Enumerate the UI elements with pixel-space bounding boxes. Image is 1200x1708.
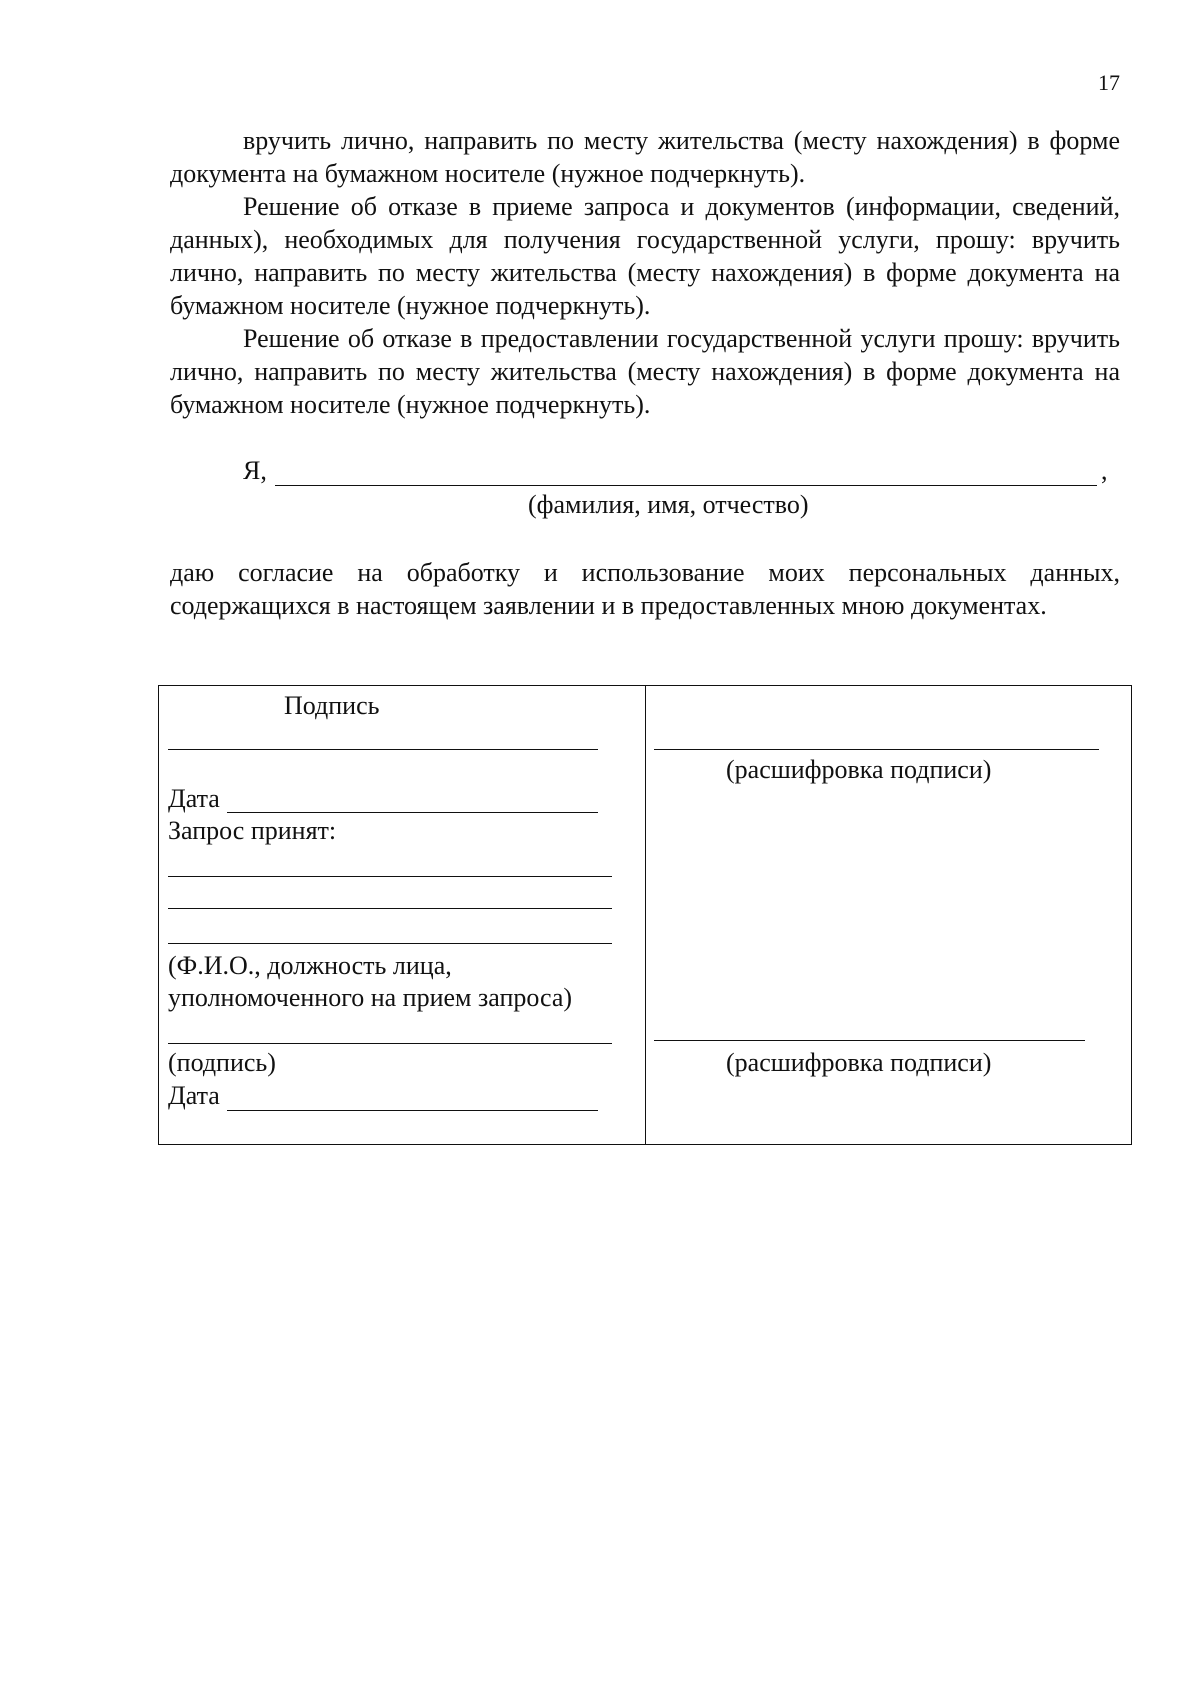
page-number: 17 — [1098, 70, 1120, 95]
date-field-2[interactable] — [227, 1110, 598, 1111]
fio-caption: (фамилия, имя, отчество) — [528, 490, 809, 519]
date-label-1: Дата — [168, 784, 220, 813]
paragraph-delivery-method: вручить лично, направить по месту жительства (месту нахождения) в форме документа на бумажном носителе (нужное подчеркнуть). — [170, 126, 1120, 188]
applicant-suffix: , — [1101, 456, 1108, 485]
request-accepted-line-1[interactable] — [168, 876, 612, 877]
official-caption-line1: (Ф.И.О., должность лица, — [168, 951, 452, 980]
applicant-name-field[interactable] — [275, 485, 1097, 486]
request-accepted-line-3[interactable] — [168, 943, 612, 944]
paragraph-refusal-service: Решение об отказе в предоставлении государственной услуги прошу: вручить лично, направить по месту жительства (месту нахождения) в форме документа на бумажном носителе (нужное подчеркнуть). — [170, 324, 1120, 419]
date-field-1[interactable] — [227, 812, 598, 813]
applicant-prefix: Я, — [243, 456, 267, 485]
decoding-field-1[interactable] — [654, 749, 1099, 750]
body-text — [170, 124, 1120, 421]
signature-table — [158, 685, 1132, 1145]
table-divider — [645, 686, 646, 1144]
applicant-name-line — [243, 456, 1123, 489]
date-label-2: Дата — [168, 1081, 220, 1110]
signature-field[interactable] — [168, 749, 598, 750]
consent-text: даю согласие на обработку и использование моих персональных данных, содержащихся в настоящем заявлении и в предоставленных мною документах. — [170, 558, 1120, 620]
paragraph-refusal-acceptance: Решение об отказе в приеме запроса и документов (информации, сведений, данных), необходимых для получения государственной услуги, прошу: вручить лично, направить по месту жительства (месту нахождения) в форме документа на бумажном носителе (нужное подчеркнуть). — [170, 192, 1120, 320]
decoding-caption-1: (расшифровка подписи) — [726, 755, 992, 784]
request-accepted-label: Запрос принят: — [168, 816, 337, 845]
official-caption-line2: уполномоченного на прием запроса) — [168, 983, 573, 1012]
signature-caption: (подпись) — [168, 1048, 276, 1077]
request-accepted-line-2[interactable] — [168, 908, 612, 909]
decoding-field-2[interactable] — [654, 1040, 1085, 1041]
official-signature-field[interactable] — [168, 1043, 612, 1044]
decoding-caption-2: (расшифровка подписи) — [726, 1048, 992, 1077]
signature-label: Подпись — [284, 691, 380, 720]
